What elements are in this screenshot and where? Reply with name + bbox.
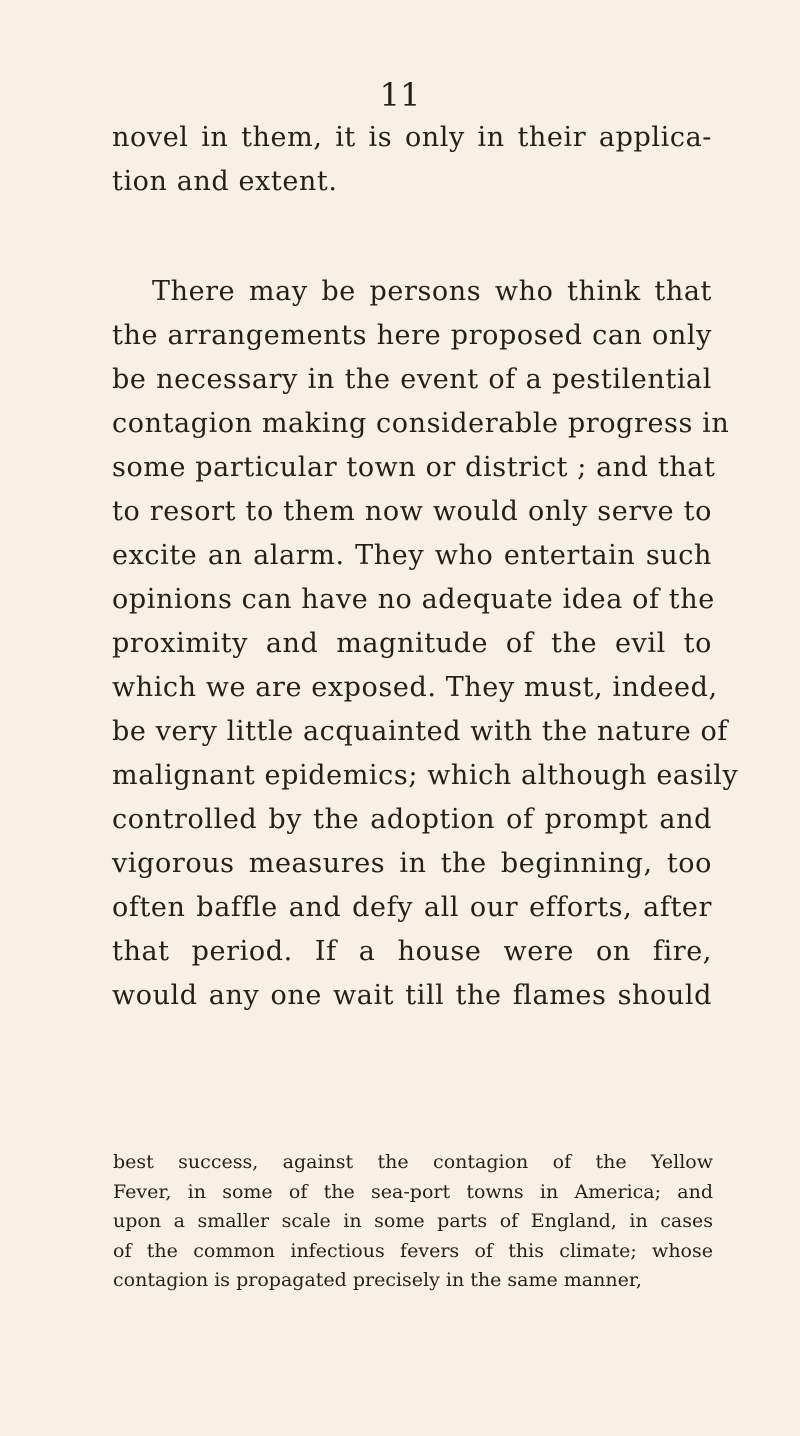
text-line: opinions can have no adequate idea of the [112, 584, 715, 615]
text-line: would any one wait till the flames should [112, 980, 712, 1011]
footnote-line: contagion is propagated precisely in the same manner, [113, 1269, 642, 1291]
text-line: excite an alarm. They who entertain such [112, 540, 712, 571]
paragraph-break [112, 204, 712, 270]
main-text [112, 116, 739, 1018]
footnote-line: Fever, in some of the sea-port towns in America; and [113, 1180, 713, 1203]
text-line: some particular town or district ; and that [112, 452, 716, 483]
text-line: controlled by the adoption of prompt and [112, 804, 712, 835]
text-line: the arrangements here proposed can only [112, 320, 712, 351]
footnote [113, 1148, 713, 1296]
text-line: which we are exposed. They must, indeed, [112, 672, 718, 703]
footnote-line: upon a smaller scale in some parts of England, in cases [113, 1210, 713, 1232]
text-line: There may be persons who think that [152, 276, 712, 307]
text-line: vigorous measures in the beginning, too [112, 848, 712, 879]
footnote-line: of the common infectious fevers of this climate; whose [113, 1239, 713, 1262]
text-line: malignant epidemics; which although easily [112, 760, 739, 791]
text-line: to resort to them now would only serve to [112, 496, 712, 527]
footnote-line: best success, against the contagion of the Yellow [113, 1151, 713, 1173]
text-line: tion and extent. [112, 166, 338, 197]
text-line: novel in them, it is only in their applica- [112, 122, 712, 153]
text-line: be necessary in the event of a pestilential [112, 364, 712, 395]
text-line: proximity and magnitude of the evil to [112, 628, 712, 659]
text-line: often baffle and defy all our efforts, after [112, 892, 712, 923]
text-line: be very little acquainted with the nature of [112, 716, 728, 747]
text-line: contagion making considerable progress in [112, 408, 730, 439]
text-line: that period. If a house were on fire, [112, 936, 712, 967]
page-number: 11 [379, 76, 421, 114]
